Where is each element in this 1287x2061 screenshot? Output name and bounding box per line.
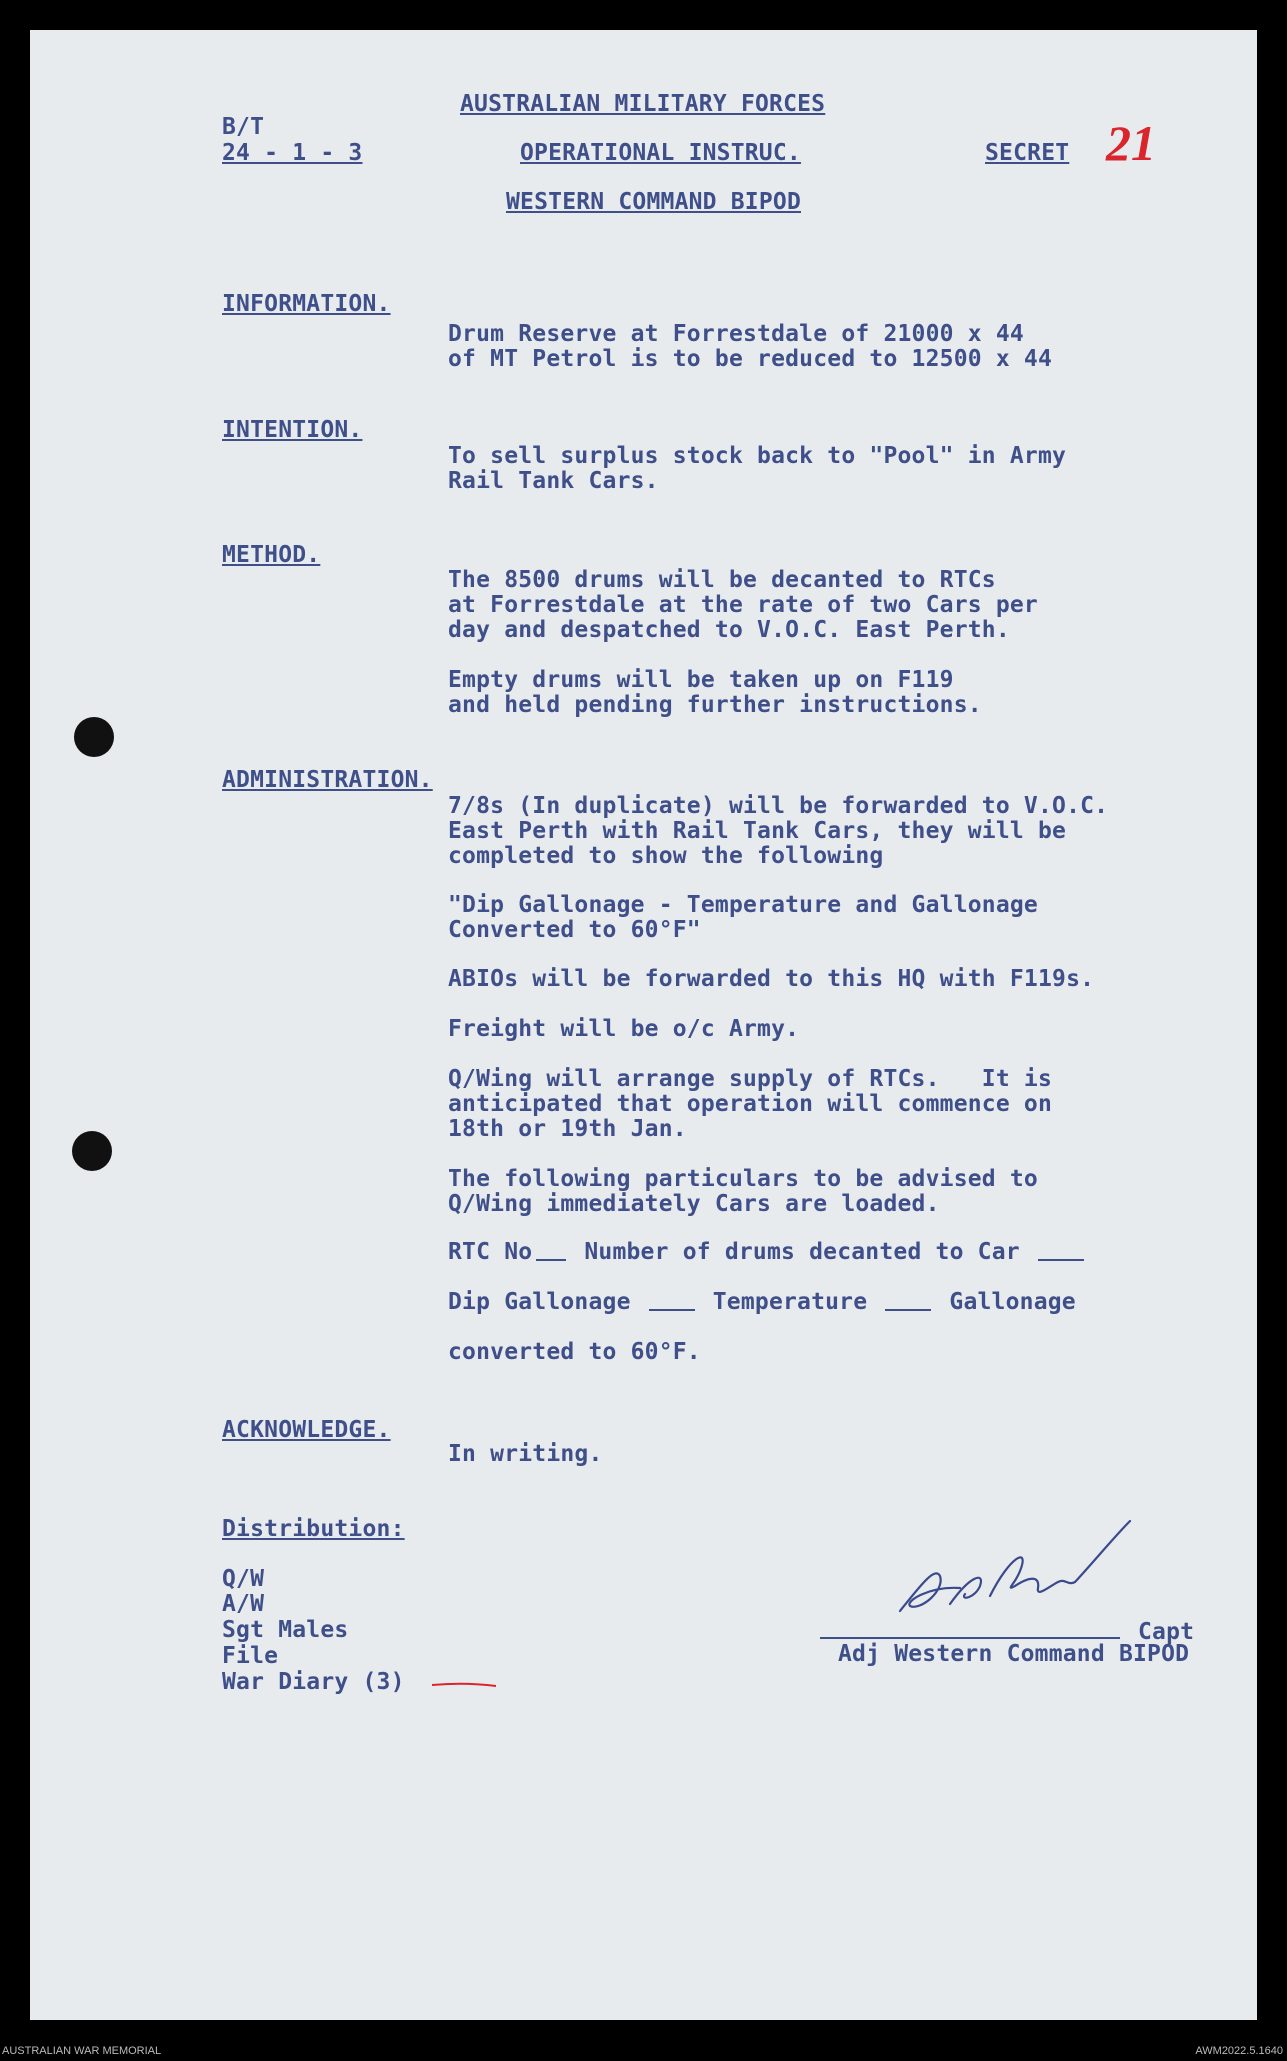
method-heading: METHOD. [222,542,321,568]
document-page [30,30,1257,2020]
information-text: Drum Reserve at Forrestdale of 21000 x 44 of MT Petrol is to be reduced to 12500 x 44 [448,321,1053,372]
punch-hole [74,717,114,757]
classification-label: SECRET [985,140,1070,166]
reference-number: 24 - 1 - 3 [222,140,363,166]
signature-title: Adj Western Command BIPOD [838,1641,1190,1667]
method-paragraph-1: The 8500 drums will be decanted to RTCs at Forrestdale at the rate of two Cars per day and despatched to V.O.C. East Perth. [448,567,1038,643]
administration-heading: ADMINISTRATION. [222,767,433,793]
form-blank [649,1309,695,1311]
punch-hole [72,1131,112,1171]
administration-paragraph-5: Q/Wing will arrange supply of RTCs. It is anticipated that operation will commence on 18th or 19th Jan. [448,1066,1053,1142]
distribution-item: Q/W [222,1566,265,1592]
administration-paragraph-3: ABIOs will be forwarded to this HQ with F119s. [448,966,1095,992]
organisation-title: AUSTRALIAN MILITARY FORCES [460,91,826,117]
intention-heading: INTENTION. [222,417,363,443]
form-blank [1038,1259,1084,1261]
administration-paragraph-2: "Dip Gallonage - Temperature and Gallonage Converted to 60°F" [448,892,1038,943]
acknowledge-text: In writing. [448,1441,603,1467]
distribution-item: A/W [222,1591,265,1617]
instruction-title: OPERATIONAL INSTRUC. [520,140,801,166]
folio-number: 21 [1106,115,1156,171]
reference-prefix: B/T [222,114,265,140]
unit-title: WESTERN COMMAND BIPOD [506,189,801,215]
form-rtc-label: RTC No [448,1239,533,1265]
form-blank [536,1259,566,1261]
method-paragraph-2: Empty drums will be taken up on F119 and held pending further instructions. [448,667,982,718]
footer-left-credit: AUSTRALIAN WAR MEMORIAL [2,2045,162,2057]
form-drums-label: Number of drums decanted to Car [584,1239,1020,1265]
information-heading: INFORMATION. [222,291,391,317]
red-tick-mark [430,1680,500,1690]
intention-text: To sell surplus stock back to "Pool" in Army Rail Tank Cars. [448,443,1067,494]
distribution-item: War Diary (3) [222,1669,405,1695]
handwritten-signature [890,1516,1150,1626]
distribution-heading: Distribution: [222,1516,405,1542]
administration-paragraph-6: The following particulars to be advised to Q/Wing immediately Cars are loaded. [448,1166,1038,1217]
distribution-item: Sgt Males [222,1617,349,1643]
administration-paragraph-1: 7/8s (In duplicate) will be forwarded to V.O.C. East Perth with Rail Tank Cars, they will be completed to show the following [448,793,1109,869]
distribution-item: File [222,1643,279,1669]
form-line-converted: converted to 60°F. [448,1339,701,1365]
form-dip-label: Dip Gallonage [448,1289,631,1315]
acknowledge-heading: ACKNOWLEDGE. [222,1417,391,1443]
footer-right-id: AWM2022.5.1640 [1195,2045,1283,2057]
administration-paragraph-4: Freight will be o/c Army. [448,1016,800,1042]
form-blank [885,1309,931,1311]
form-gallonage-label: Gallonage [949,1289,1076,1315]
form-line-rtc [448,1240,1088,1265]
form-temp-label: Temperature [712,1289,868,1315]
signature-line [820,1637,1120,1639]
signature-rank: Capt [1138,1619,1195,1645]
form-line-dip [448,1290,1076,1315]
